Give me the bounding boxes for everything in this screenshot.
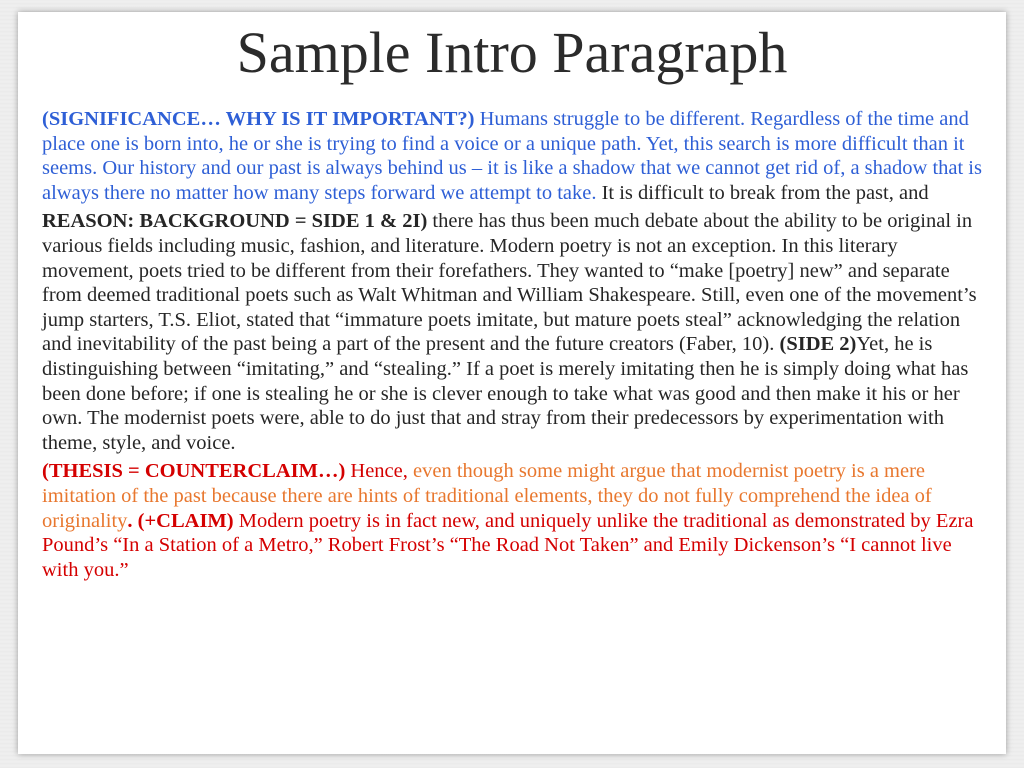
- significance-label: (SIGNIFICANCE… WHY IS IT IMPORTANT?): [42, 108, 475, 130]
- side2-label: (SIDE 2): [779, 333, 857, 356]
- claim-label: (+CLAIM): [137, 509, 234, 532]
- claim-body: Modern poetry is in fact new, and uniquely unlike the traditional as demonstrated by Ezra Pound’s “In a Station of a Metro,” Robert Frost’s “The Road Not Taken” and Emily Dickenson’s “I cannot live with you.”: [42, 509, 974, 581]
- reason-label: REASON: BACKGROUND = SIDE 1 & 2I): [42, 210, 428, 233]
- significance-paragraph: [42, 107, 988, 205]
- thesis-counterclaim: even though some might argue that modernist poetry is a mere imitation of the past because there are hints of traditional elements, they do not fully comprehend the idea of originality: [42, 460, 932, 532]
- thesis-hence: Hence,: [345, 460, 414, 483]
- thesis-paragraph: [42, 459, 988, 582]
- significance-tail: It is difficult to break from the past, and: [596, 181, 929, 204]
- reason-body: there has thus been much debate about the ability to be original in various fields including music, fashion, and literature. Modern poetry is not an exception. In this literary movement, poets tried to be different from their forefathers. They wanted to “make [poetry] new” and separate from deemed traditional poets such as Walt Whitman and William Shakespeare. Still, even one of the movement’s jump starters, T.S. Eliot, stated that “immature poets imitate, but mature poets steal” acknowledging the relation and inevitability of the past being a part of the present and the future creators (Faber, 10).: [42, 210, 977, 356]
- slide-title: Sample Intro Paragraph: [236, 20, 788, 85]
- significance-body: Humans struggle to be different. Regardless of the time and place one is born into, he or she is trying to find a voice or a unique path. Yet, this search is more difficult than it seems. Our history and our past is always behind us – it is like a shadow that we cannot get rid of, a shadow that is always there no matter how many steps forward we attempt to take.: [42, 108, 982, 204]
- slide-content: [42, 107, 988, 586]
- thesis-period: .: [127, 509, 138, 532]
- reason-body-2: Yet, he is distinguishing between “imitating,” and “stealing.” If a poet is merely imitating then he is simply doing what has been done before; if one is stealing he or she is clever enough to take what was good and then make it his or her own. The modernist poets were, able to do just that and stray from their predecessors by experimentation with theme, style, and voice.: [42, 333, 969, 454]
- thesis-label: (THESIS = COUNTERCLAIM…): [42, 460, 346, 483]
- reason-paragraph: [42, 209, 988, 455]
